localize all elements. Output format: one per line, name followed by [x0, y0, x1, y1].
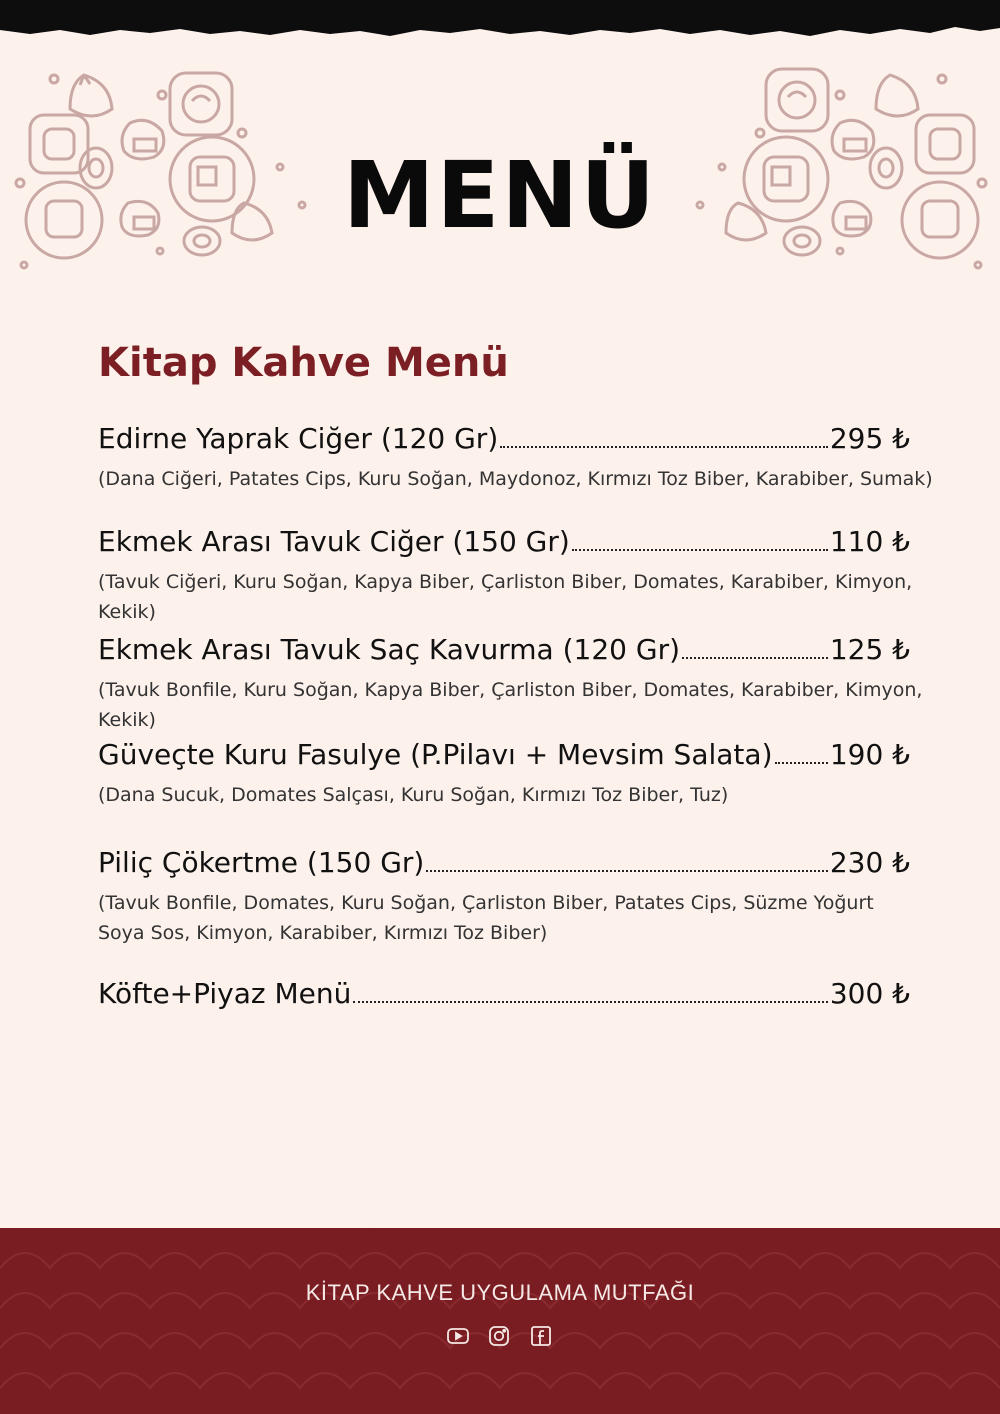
menu-item — [98, 977, 958, 1011]
menu-item-description: (Tavuk Bonfile, Domates, Kuru Soğan, Çarliston Biber, Patates Cips, Süzme Yoğurt Soya Sos, Kimyon, Karabiber, Kırmızı Toz Biber) — [98, 892, 874, 944]
top-brush-border — [0, 0, 1000, 44]
menu-item — [98, 633, 958, 735]
menu-item-name: Ekmek Arası Tavuk Saç Kavurma (120 Gr) — [98, 633, 680, 666]
dumpling-icon — [70, 75, 112, 116]
page-title: MENÜ — [342, 142, 658, 249]
wave-pattern — [0, 1228, 1000, 1414]
youtube-icon[interactable] — [446, 1324, 470, 1348]
menu-item-description: (Tavuk Bonfile, Kuru Soğan, Kapya Biber, Çarliston Biber, Domates, Karabiber, Kimyon, Kekik) — [98, 679, 923, 731]
footer-title: KİTAP KAHVE UYGULAMA MUTFAĞI — [305, 1280, 695, 1305]
menu-item-price: 300 ₺ — [829, 977, 910, 1010]
menu-item-name: Güveçte Kuru Fasulye (P.Pilavı + Mevsim Salata) — [98, 738, 773, 771]
menu-item-name: Köfte+Piyaz Menü — [98, 977, 352, 1010]
menu-item — [98, 422, 958, 494]
dot-leader — [572, 549, 828, 551]
menu-item-name: Ekmek Arası Tavuk Ciğer (150 Gr) — [98, 525, 570, 558]
facebook-icon[interactable] — [529, 1324, 553, 1348]
menu-item — [98, 846, 958, 948]
menu-item-description: (Tavuk Ciğeri, Kuru Soğan, Kapya Biber, Çarliston Biber, Domates, Karabiber, Kimyon, Kekik) — [98, 571, 913, 623]
menu-item-price: 110 ₺ — [829, 525, 910, 558]
dot-leader — [353, 1001, 827, 1003]
menu-item-name: Edirne Yaprak Ciğer (120 Gr) — [98, 422, 499, 455]
instagram-icon[interactable] — [487, 1324, 511, 1348]
dot-leader — [775, 762, 828, 764]
menu-item — [98, 738, 958, 810]
menu-item-description: (Dana Sucuk, Domates Salçası, Kuru Soğan, Kırmızı Toz Biber, Tuz) — [98, 784, 729, 806]
dot-leader — [682, 657, 828, 659]
menu-item-description: (Dana Ciğeri, Patates Cips, Kuru Soğan, Maydonoz, Kırmızı Toz Biber, Karabiber, Sumak) — [98, 468, 933, 490]
sushi-roll-icon — [766, 69, 828, 131]
menu-item-price: 295 ₺ — [829, 422, 910, 455]
menu-item — [98, 525, 958, 627]
footer-brush-edge — [0, 1222, 1000, 1244]
dot-leader — [426, 870, 828, 872]
footer — [0, 1228, 1000, 1414]
sushi-roll-icon — [170, 73, 232, 135]
menu-item-price: 190 ₺ — [829, 738, 910, 771]
menu-item-price: 230 ₺ — [829, 846, 910, 879]
section-title: Kitap Kahve Menü — [98, 340, 509, 386]
dumpling-icon — [876, 75, 918, 116]
dot-leader — [500, 446, 828, 448]
menu-item-price: 125 ₺ — [829, 633, 910, 666]
menu-item-name: Piliç Çökertme (150 Gr) — [98, 846, 425, 879]
